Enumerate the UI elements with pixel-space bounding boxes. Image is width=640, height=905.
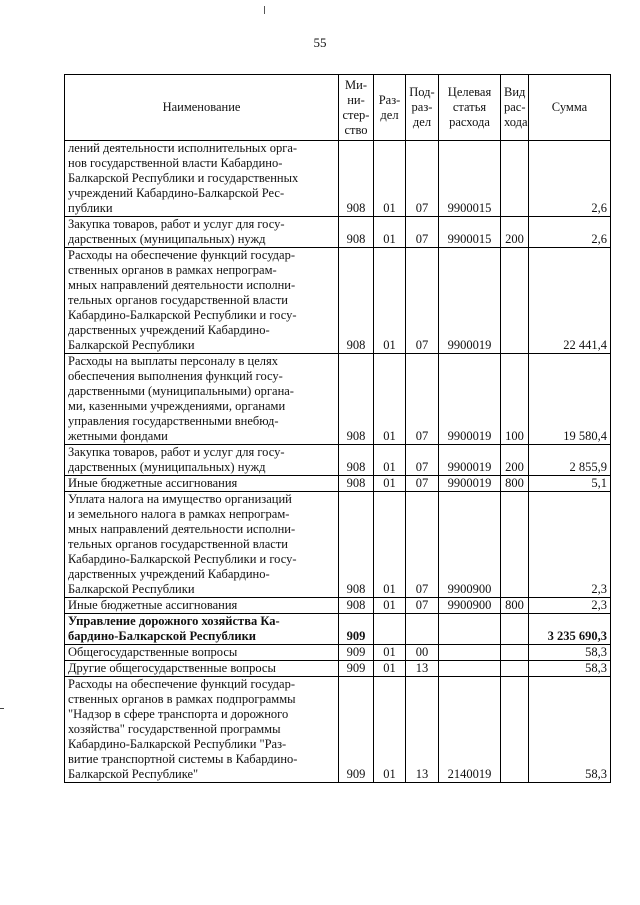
row-expense-type [501,492,529,598]
row-target-article: 9900015 [439,141,501,217]
row-target-article [439,645,501,661]
header-expense-type: Вид рас- хода [501,75,529,141]
row-subsection: 07 [406,492,439,598]
table-row [65,492,611,598]
row-subsection: 07 [406,354,439,445]
row-ministry: 909 [339,661,374,677]
header-target-article: Целевая статья расхода [439,75,501,141]
row-expense-type: 800 [501,598,529,614]
row-subsection: 13 [406,677,439,783]
row-subsection: 07 [406,445,439,476]
row-target-article: 9900019 [439,248,501,354]
row-name: Расходы на обеспечение функций государ- ственных органов в рамках подпрограммы "Надзор в сфере транспорта и дорожного хозяйства" государственной программы Кабардино-Балкарской Республики "Раз- витие транспортной системы в Кабардино- Балкарской Республике" [65,677,339,783]
row-amount: 2,3 [529,492,611,598]
row-expense-type [501,141,529,217]
row-ministry: 908 [339,445,374,476]
row-target-article: 9900019 [439,354,501,445]
row-subsection [406,614,439,645]
row-ministry: 908 [339,354,374,445]
row-ministry: 908 [339,492,374,598]
row-ministry: 909 [339,677,374,783]
row-section [374,614,406,645]
table-row [65,661,611,677]
row-section: 01 [374,248,406,354]
row-subsection: 07 [406,248,439,354]
table-row [65,141,611,217]
row-ministry: 909 [339,614,374,645]
row-expense-type: 100 [501,354,529,445]
row-subsection: 00 [406,645,439,661]
row-amount: 2,6 [529,141,611,217]
table-row [65,354,611,445]
row-expense-type [501,661,529,677]
row-subsection: 07 [406,217,439,248]
row-subsection: 07 [406,598,439,614]
scan-artifact-margin-mark [0,708,4,709]
row-section: 01 [374,677,406,783]
row-amount: 2 855,9 [529,445,611,476]
row-name: Общегосударственные вопросы [65,645,339,661]
table-row [65,445,611,476]
header-name: Наименование [65,75,339,141]
table-row [65,614,611,645]
row-name: Уплата налога на имущество организаций и земельного налога в рамках непрограм- мных направлений деятельности исполни- тельных органов государственной власти Кабардино-Балкарской Республики и госу- дарственных учреждений Кабардино- Балкарской Республики [65,492,339,598]
table-row [65,677,611,783]
row-expense-type: 200 [501,445,529,476]
row-expense-type [501,614,529,645]
row-amount: 58,3 [529,677,611,783]
row-section: 01 [374,476,406,492]
row-section: 01 [374,354,406,445]
row-name: Иные бюджетные ассигнования [65,476,339,492]
table-row [65,598,611,614]
row-expense-type [501,248,529,354]
row-subsection: 07 [406,141,439,217]
header-ministry: Ми- ни- стер- ство [339,75,374,141]
row-expense-type [501,645,529,661]
row-amount: 5,1 [529,476,611,492]
row-section: 01 [374,141,406,217]
row-ministry: 909 [339,645,374,661]
row-target-article: 9900019 [439,476,501,492]
row-target-article: 9900900 [439,492,501,598]
row-name: Расходы на обеспечение функций государ- ственных органов в рамках непрограм- мных направлений деятельности исполни- тельных органов государственной власти Кабардино-Балкарской Республики и госу- дарственных учреждений Кабардино- Балкарской Республики [65,248,339,354]
row-section: 01 [374,598,406,614]
row-section: 01 [374,492,406,598]
row-target-article: 9900015 [439,217,501,248]
row-target-article: 9900900 [439,598,501,614]
row-ministry: 908 [339,476,374,492]
table-row [65,248,611,354]
row-amount: 58,3 [529,661,611,677]
row-section: 01 [374,661,406,677]
row-subsection: 07 [406,476,439,492]
row-name: Управление дорожного хозяйства Ка- бардино-Балкарской Республики [65,614,339,645]
row-amount: 2,3 [529,598,611,614]
scan-artifact-tick [264,6,265,14]
row-subsection: 13 [406,661,439,677]
row-name: лений деятельности исполнительных орга- нов государственной власти Кабардино- Балкарской Республики и государственных учреждений Кабардино-Балкарской Рес- публики [65,141,339,217]
row-name: Закупка товаров, работ и услуг для госу- дарственных (муниципальных) нужд [65,445,339,476]
row-expense-type: 200 [501,217,529,248]
table-row [65,217,611,248]
header-section: Раз- дел [374,75,406,141]
row-ministry: 908 [339,141,374,217]
row-target-article [439,614,501,645]
row-ministry: 908 [339,217,374,248]
budget-table [64,74,611,783]
row-target-article: 2140019 [439,677,501,783]
row-expense-type: 800 [501,476,529,492]
table-header-row [65,75,611,141]
header-amount: Сумма [529,75,611,141]
table-row [65,645,611,661]
row-name: Иные бюджетные ассигнования [65,598,339,614]
row-ministry: 908 [339,248,374,354]
row-name: Расходы на выплаты персоналу в целях обеспечения выполнения функций госу- дарственными (муниципальными) органа- ми, казенными учреждениями, органами управления государственными внебюд- жетными фондами [65,354,339,445]
row-section: 01 [374,445,406,476]
table-row [65,476,611,492]
row-name: Другие общегосударственные вопросы [65,661,339,677]
row-amount: 19 580,4 [529,354,611,445]
row-name: Закупка товаров, работ и услуг для госу- дарственных (муниципальных) нужд [65,217,339,248]
row-section: 01 [374,645,406,661]
row-section: 01 [374,217,406,248]
row-target-article: 9900019 [439,445,501,476]
row-amount: 22 441,4 [529,248,611,354]
row-amount: 58,3 [529,645,611,661]
row-ministry: 908 [339,598,374,614]
row-expense-type [501,677,529,783]
header-subsection: Под- раз- дел [406,75,439,141]
page-number: 55 [313,35,327,50]
row-amount: 2,6 [529,217,611,248]
row-target-article [439,661,501,677]
row-amount: 3 235 690,3 [529,614,611,645]
